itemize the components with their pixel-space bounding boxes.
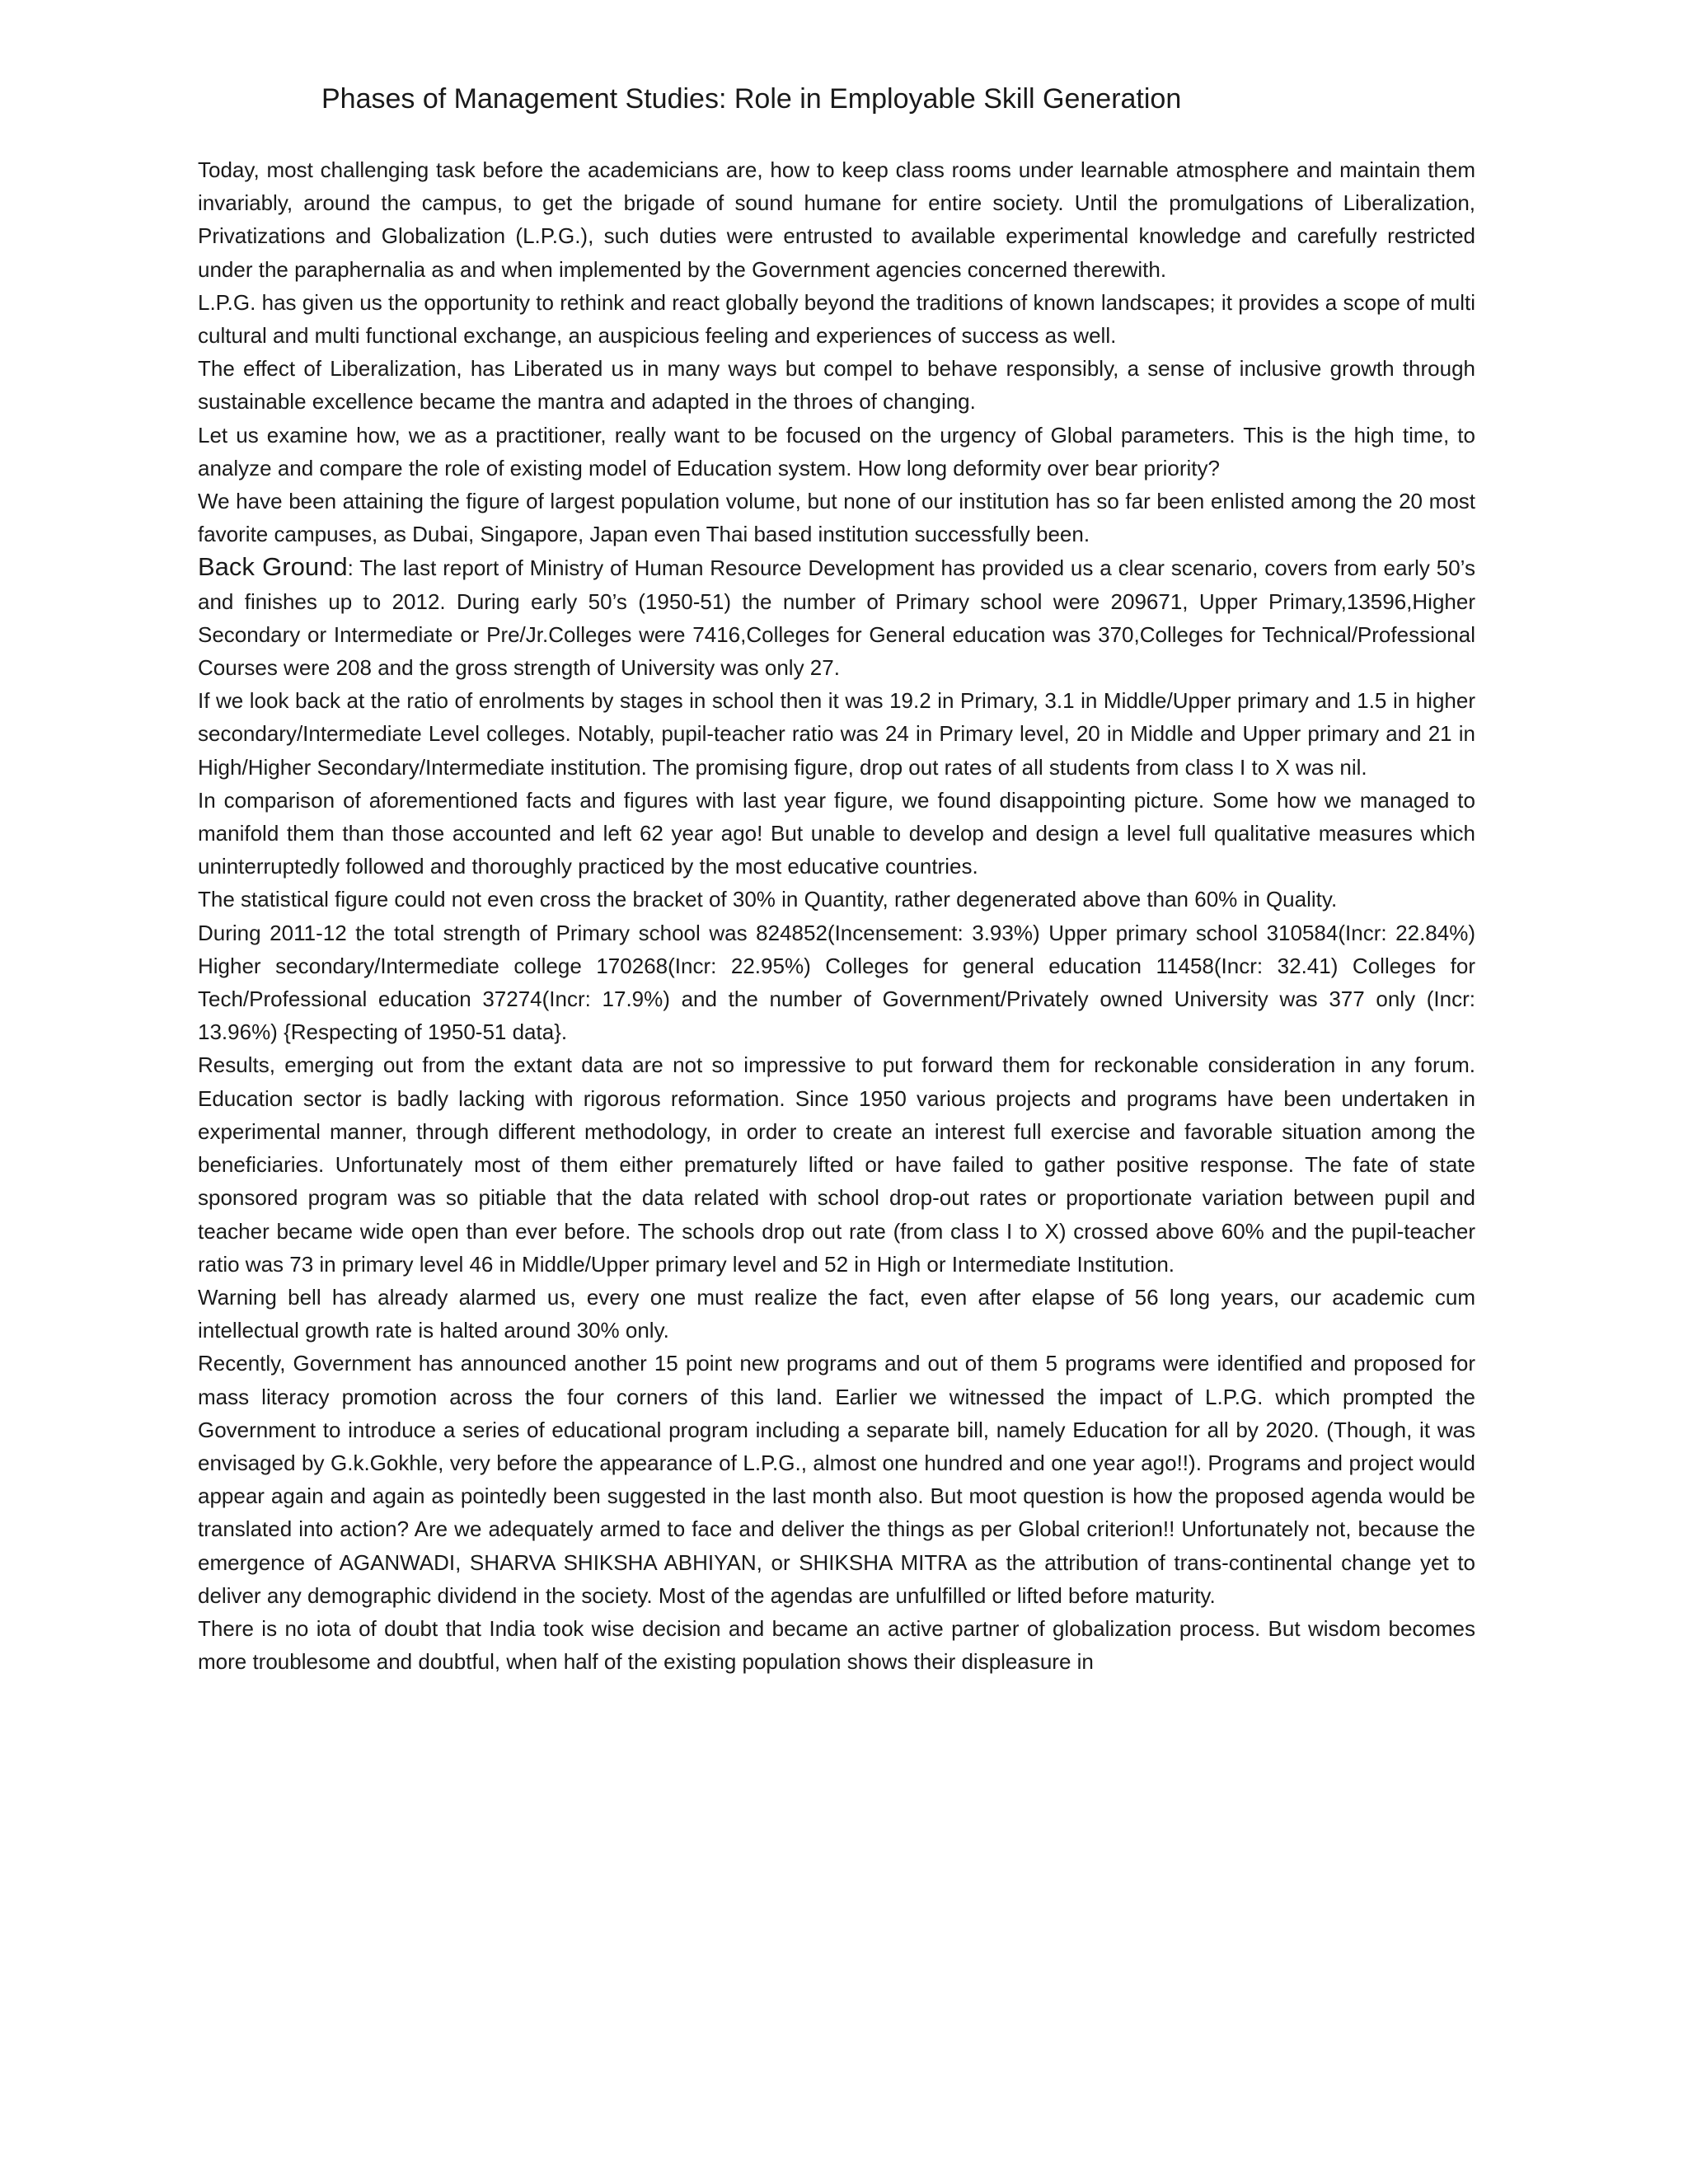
paragraph-recent-programs: Recently, Government has announced another 15 point new programs and out of them 5 programs were identified and proposed for mass literacy promotion across the four corners of this land. Earlier we witnessed the impact of L.P.G. which prompted the Government to introduce a series of educational program including a separate bill, namely Education for all by 2020. (Though, it was envisaged by G.k.Gokhle, very before the appearance of L.P.G., almost one hundred and one year ago!!). Programs and project would appear again and again as pointedly been suggested in the last month also. But moot question is how the proposed agenda would be translated into action? Are we adequately armed to face and deliver the things as per Global criterion!! Unfortunately not, because the emergence of AGANWADI, SHARVA SHIKSHA ABHIYAN, or SHIKSHA MITRA as the attribution of trans-continental change yet to deliver any demographic dividend in the society. Most of the agendas are unfulfilled or lifted before maturity. bbox=[198, 1351, 1475, 1608]
paragraph-global-parameters: Let us examine how, we as a practitioner, really want to be focused on the urgency of Global parameters. This is the high time, to analyze and compare the role of existing model of Education system. How long deformity over bear priority? bbox=[198, 422, 1475, 480]
paragraph-warning-bell: Warning bell has already alarmed us, every one must realize the fact, even after elapse of 56 long years, our academic cum intellectual growth rate is halted around 30% only. bbox=[198, 1284, 1475, 1343]
paragraph-background bbox=[198, 551, 1475, 684]
paragraph-globalization: There is no iota of doubt that India took wise decision and became an active partner of globalization process. But wisdom becomes more troublesome and doubtful, when half of the existing population shows their displeasure in bbox=[198, 1615, 1475, 1675]
paragraph-lpg: L.P.G. has given us the opportunity to rethink and react globally beyond the traditions of known landscapes; it provides a scope of multi cultural and multi functional exchange, an auspicious feeling and experiences of success as well. bbox=[198, 289, 1475, 349]
paragraph-comparison: In comparison of aforementioned facts and figures with last year figure, we found disappointing picture. Some how we managed to manifold them than those accounted and left 62 year ago! But unable to develop and design a level full qualitative measures which uninterruptedly followed and thoroughly practiced by the most educative countries. bbox=[198, 787, 1475, 879]
paragraph-population: We have been attaining the figure of largest population volume, but none of our institution has so far been enlisted among the 20 most favorite campuses, as Dubai, Singapore, Japan even Thai based institution successfully been. bbox=[198, 489, 1475, 547]
background-heading: Back Ground bbox=[198, 552, 348, 582]
paragraph-statistical-figure: The statistical figure could not even cross the bracket of 30% in Quantity, rather degenerated above than 60% in Quality. bbox=[198, 887, 1338, 912]
paragraph-2011-12-data: During 2011-12 the total strength of Primary school was 824852(Incensement: 3.93%) Upper primary school 310584(Incr: 22.84%) Higher secondary/Intermediate college 170268(Incr: 22.95%) Colleges for general education 11458(Incr: 32.41) Colleges for Tech/Professional education 37274(Incr: 17.9%) and the number of Government/Privately owned University was 377 only (Incr: 13.96%) {Respecting of 1950-51 data}. bbox=[198, 920, 1475, 1045]
paragraph-liberalization: The effect of Liberalization, has Liberated us in many ways but compel to behave responsibly, a sense of inclusive growth through sustainable excellence became the mantra and adapted in the throes of changing. bbox=[198, 356, 1475, 415]
paragraph-enrolment-ratio: If we look back at the ratio of enrolments by stages in school then it was 19.2 in Primary, 3.1 in Middle/Upper primary and 1.5 in higher secondary/Intermediate Level colleges. Notably, pupil-teacher ratio was 24 in Primary level, 20 in Middle and Upper primary and 21 in High/Higher Secondary/Intermediate institution. The promising figure, drop out rates of all students from class I to X was nil. bbox=[198, 688, 1475, 780]
document-body bbox=[198, 153, 1475, 1678]
paragraph-results: Results, emerging out from the extant data are not so impressive to put forward them for reckonable consideration in any forum. Education sector is badly lacking with rigorous reformation. Since 1950 various projects and programs have been undertaken in experimental manner, through different methodology, in order to create an interest full exercise and favorable situation among the beneficiaries. Unfortunately most of them either prematurely lifted or have failed to gather positive response. The fate of state sponsored program was so pitiable that the data related with school drop-out rates or proportionate variation between pupil and teacher became wide open than ever before. The schools drop out rate (from class I to X) crossed above 60% and the pupil-teacher ratio was 73 in primary level 46 in Middle/Upper primary level and 52 in High or Intermediate Institution. bbox=[198, 1052, 1475, 1277]
paragraph-intro: Today, most challenging task before the academicians are, how to keep class rooms under learnable atmosphere and maintain them invariably, around the campus, to get the brigade of sound humane for entire society. Until the promulgations of Liberalization, Privatizations and Globalization (L.P.G.), such duties were entrusted to available experimental knowledge and carefully restricted under the paraphernalia as and when implemented by the Government agencies concerned therewith. bbox=[198, 157, 1475, 282]
document-title: Phases of Management Studies: Role in Employable Skill Generation bbox=[321, 83, 1182, 115]
background-text: : The last report of Ministry of Human Resource Development has provided us a clear scenario, covers from early 50’s and finishes up to 2012. During early 50’s (1950-51) the number of Primary school were 209671, Upper Primary,13596,Higher Secondary or Intermediate or Pre/Jr.Colleges were 7416,Colleges for General education was 370,Colleges for Technical/Professional Courses were 208 and the gross strength of University was only 27. bbox=[198, 555, 1475, 681]
